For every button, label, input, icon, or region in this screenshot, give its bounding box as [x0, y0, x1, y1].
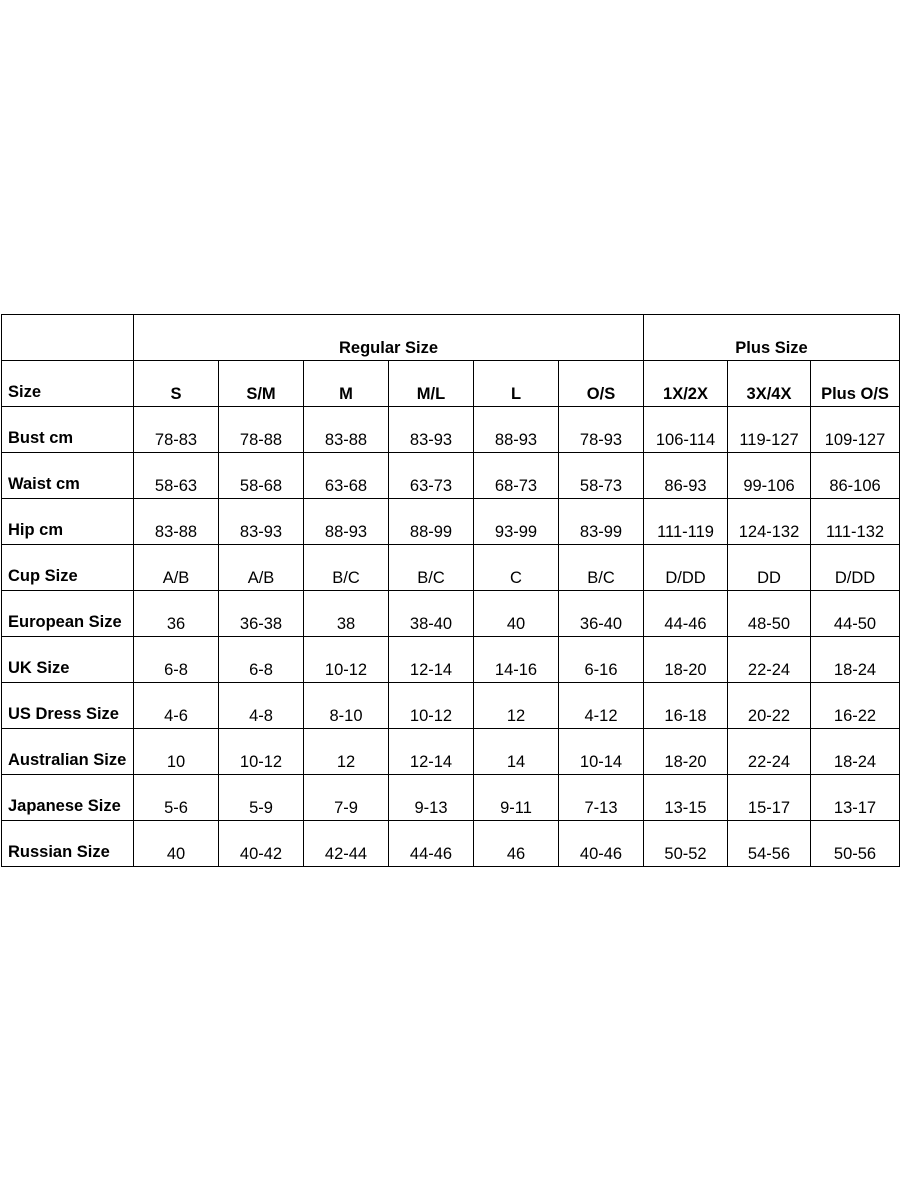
size-header-l: L — [474, 361, 559, 407]
size-header-plus-o-s: Plus O/S — [811, 361, 900, 407]
plus-size-group-header: Plus Size — [644, 315, 900, 361]
table-cell: 40 — [134, 821, 219, 867]
table-cell: 38-40 — [389, 591, 474, 637]
table-row — [2, 545, 900, 591]
table-cell: 12 — [474, 683, 559, 729]
table-cell: 58-63 — [134, 453, 219, 499]
row-label: Russian Size — [2, 821, 134, 867]
table-cell: A/B — [219, 545, 304, 591]
table-row — [2, 821, 900, 867]
table-cell: 83-93 — [219, 499, 304, 545]
size-header-s-m: S/M — [219, 361, 304, 407]
table-cell: 44-50 — [811, 591, 900, 637]
group-header-row — [2, 315, 900, 361]
size-header-label: Size — [2, 361, 134, 407]
table-cell: 88-93 — [304, 499, 389, 545]
table-cell: 50-52 — [644, 821, 728, 867]
table-cell: 68-73 — [474, 453, 559, 499]
table-cell: 38 — [304, 591, 389, 637]
table-cell: 22-24 — [728, 637, 811, 683]
size-header-o-s: O/S — [559, 361, 644, 407]
table-row — [2, 407, 900, 453]
table-cell: 109-127 — [811, 407, 900, 453]
table-cell: 36 — [134, 591, 219, 637]
table-cell: 44-46 — [389, 821, 474, 867]
table-cell: 6-8 — [134, 637, 219, 683]
table-cell: D/DD — [811, 545, 900, 591]
table-cell: 13-17 — [811, 775, 900, 821]
table-cell: A/B — [134, 545, 219, 591]
table-cell: 6-8 — [219, 637, 304, 683]
measurement-rows — [2, 407, 900, 867]
table-cell: 5-6 — [134, 775, 219, 821]
table-cell: 5-9 — [219, 775, 304, 821]
size-header-row — [2, 361, 900, 407]
table-cell: 10 — [134, 729, 219, 775]
table-cell: 48-50 — [728, 591, 811, 637]
table-cell: 63-73 — [389, 453, 474, 499]
table-cell: 124-132 — [728, 499, 811, 545]
table-cell: 78-88 — [219, 407, 304, 453]
table-cell: 7-13 — [559, 775, 644, 821]
table-cell: 12-14 — [389, 637, 474, 683]
table-row — [2, 775, 900, 821]
table-cell: 111-132 — [811, 499, 900, 545]
row-label: Waist cm — [2, 453, 134, 499]
table-cell: 14-16 — [474, 637, 559, 683]
table-cell: 18-24 — [811, 729, 900, 775]
table-row — [2, 637, 900, 683]
table-cell: 63-68 — [304, 453, 389, 499]
table-cell: 78-83 — [134, 407, 219, 453]
row-label: Australian Size — [2, 729, 134, 775]
row-label: Cup Size — [2, 545, 134, 591]
table-row — [2, 729, 900, 775]
table-cell: 9-11 — [474, 775, 559, 821]
table-cell: 16-18 — [644, 683, 728, 729]
table-cell: C — [474, 545, 559, 591]
table-cell: 111-119 — [644, 499, 728, 545]
table-cell: 36-40 — [559, 591, 644, 637]
table-cell: 88-99 — [389, 499, 474, 545]
size-header-m: M — [304, 361, 389, 407]
table-cell: 40-46 — [559, 821, 644, 867]
table-row — [2, 499, 900, 545]
regular-size-group-header: Regular Size — [134, 315, 644, 361]
table-cell: 18-24 — [811, 637, 900, 683]
table-cell: 40-42 — [219, 821, 304, 867]
size-chart-table — [1, 314, 900, 867]
table-cell: 4-6 — [134, 683, 219, 729]
table-cell: 16-22 — [811, 683, 900, 729]
table-cell: 9-13 — [389, 775, 474, 821]
table-cell: 18-20 — [644, 729, 728, 775]
size-header-3x-4x: 3X/4X — [728, 361, 811, 407]
table-cell: B/C — [559, 545, 644, 591]
table-cell: 42-44 — [304, 821, 389, 867]
table-cell: 22-24 — [728, 729, 811, 775]
row-label: UK Size — [2, 637, 134, 683]
table-cell: D/DD — [644, 545, 728, 591]
table-cell: 13-15 — [644, 775, 728, 821]
table-cell: 7-9 — [304, 775, 389, 821]
table-cell: 12-14 — [389, 729, 474, 775]
table-cell: 4-12 — [559, 683, 644, 729]
table-cell: 58-68 — [219, 453, 304, 499]
row-label: Bust cm — [2, 407, 134, 453]
table-cell: 10-12 — [219, 729, 304, 775]
corner-cell — [2, 315, 134, 361]
table-cell: 119-127 — [728, 407, 811, 453]
table-cell: 83-88 — [134, 499, 219, 545]
table-row — [2, 683, 900, 729]
table-cell: 4-8 — [219, 683, 304, 729]
row-label: Hip cm — [2, 499, 134, 545]
table-cell: 10-14 — [559, 729, 644, 775]
table-cell: 78-93 — [559, 407, 644, 453]
table-cell: 86-106 — [811, 453, 900, 499]
table-cell: B/C — [389, 545, 474, 591]
size-header-s: S — [134, 361, 219, 407]
size-header-1x-2x: 1X/2X — [644, 361, 728, 407]
table-cell: 10-12 — [304, 637, 389, 683]
table-cell: 36-38 — [219, 591, 304, 637]
table-cell: 15-17 — [728, 775, 811, 821]
table-cell: 8-10 — [304, 683, 389, 729]
row-label: Japanese Size — [2, 775, 134, 821]
table-cell: 93-99 — [474, 499, 559, 545]
table-cell: 83-93 — [389, 407, 474, 453]
table-row — [2, 591, 900, 637]
table-cell: 6-16 — [559, 637, 644, 683]
table-cell: 106-114 — [644, 407, 728, 453]
table-cell: 20-22 — [728, 683, 811, 729]
table-row — [2, 453, 900, 499]
table-cell: 99-106 — [728, 453, 811, 499]
table-cell: 18-20 — [644, 637, 728, 683]
table-cell: 46 — [474, 821, 559, 867]
row-label: US Dress Size — [2, 683, 134, 729]
table-cell: 83-88 — [304, 407, 389, 453]
row-label: European Size — [2, 591, 134, 637]
table-cell: 88-93 — [474, 407, 559, 453]
table-cell: 40 — [474, 591, 559, 637]
table-cell: DD — [728, 545, 811, 591]
table-cell: 83-99 — [559, 499, 644, 545]
table-cell: 58-73 — [559, 453, 644, 499]
table-cell: 44-46 — [644, 591, 728, 637]
table-cell: 50-56 — [811, 821, 900, 867]
size-header-m-l: M/L — [389, 361, 474, 407]
table-cell: 10-12 — [389, 683, 474, 729]
table-cell: B/C — [304, 545, 389, 591]
table-cell: 14 — [474, 729, 559, 775]
table-cell: 86-93 — [644, 453, 728, 499]
table-cell: 54-56 — [728, 821, 811, 867]
table-cell: 12 — [304, 729, 389, 775]
